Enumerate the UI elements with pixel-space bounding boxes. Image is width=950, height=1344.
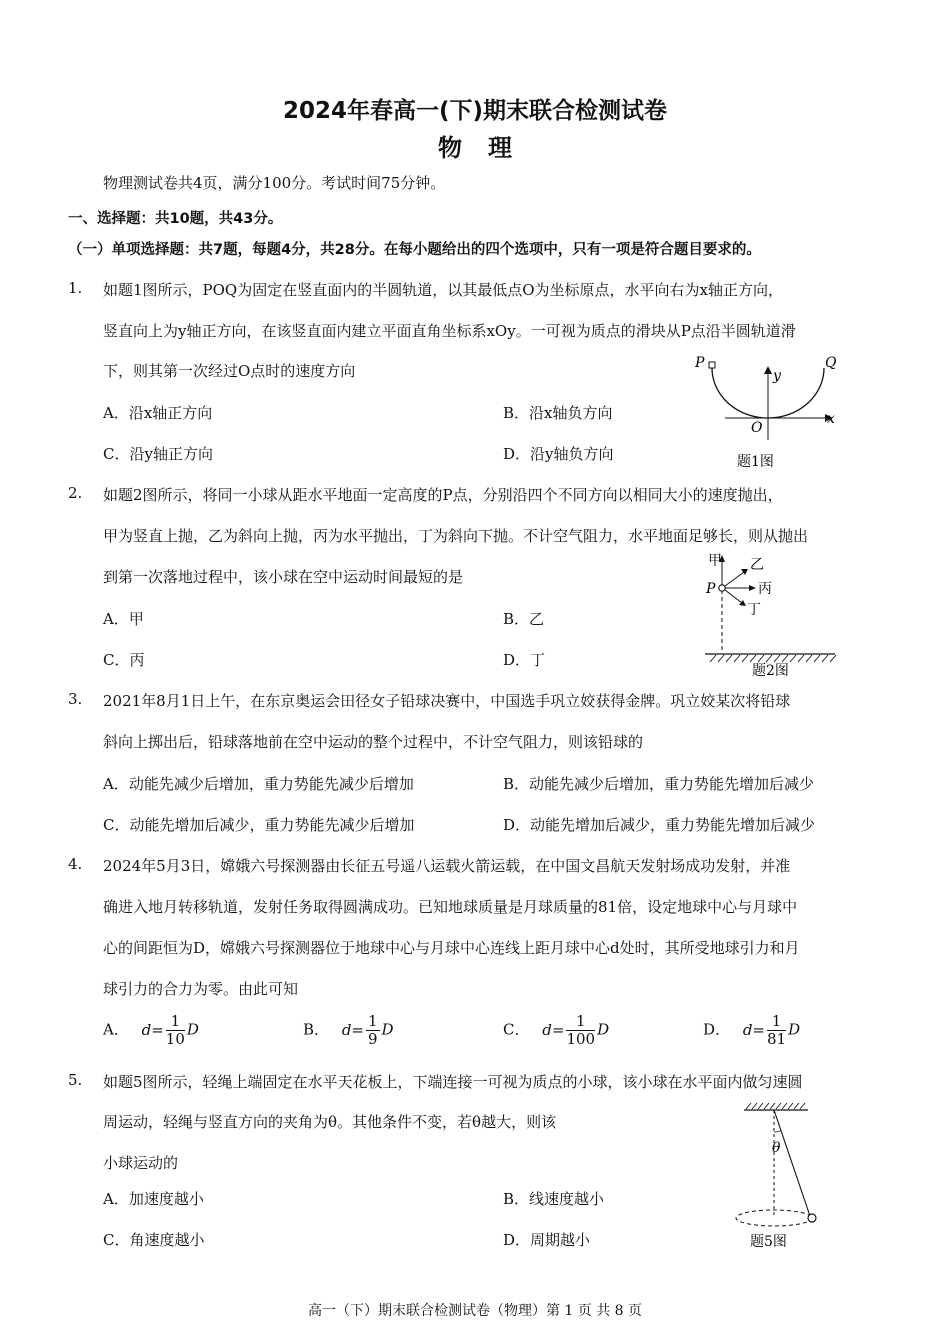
option-d[interactable]: D．动能先增加后减少，重力势能先增加后减少 xyxy=(503,816,816,834)
figure-label: x xyxy=(827,411,835,427)
option-b[interactable]: B．乙 xyxy=(503,610,545,628)
option-c[interactable] xyxy=(503,1013,609,1048)
question-number: 3. xyxy=(68,690,83,708)
option-label: C． xyxy=(503,1020,530,1039)
question-text-line: 到第一次落地过程中，该小球在空中运动时间最短的是 xyxy=(103,568,464,586)
fraction-numerator: 1 xyxy=(566,1013,595,1031)
option-lhs: d= xyxy=(141,1020,164,1039)
option-a[interactable]: A．甲 xyxy=(103,610,144,628)
fraction-numerator: 1 xyxy=(767,1013,786,1031)
exam-title: 2024年春高一(下)期末联合检测试卷 xyxy=(282,98,668,124)
option-d[interactable] xyxy=(703,1013,800,1048)
question-text-line: 如题2图所示，将同一小球从距水平地面一定高度的P点，分别沿四个不同方向以相同大小的速度抛出， xyxy=(103,486,783,504)
figure-label: P xyxy=(706,581,716,597)
option-a[interactable]: A．动能先减少后增加，重力势能先减少后增加 xyxy=(103,775,414,793)
fraction xyxy=(366,1013,380,1048)
figure-caption: 题2图 xyxy=(752,663,789,679)
fraction-denominator: 10 xyxy=(165,1030,185,1048)
option-rhs: D xyxy=(597,1020,610,1039)
option-rhs: D xyxy=(186,1020,199,1039)
section-heading: 一、选择题：共10题，共43分。 xyxy=(68,211,283,227)
fraction-denominator: 100 xyxy=(566,1030,596,1048)
figure-label: Q xyxy=(825,355,837,371)
figure-label: y xyxy=(773,368,781,384)
figure-label: 甲 xyxy=(708,553,722,569)
question-number: 2. xyxy=(68,484,83,502)
question-text-line: 竖直向上为y轴正方向，在该竖直面内建立平面直角坐标系xOy。一可视为质点的滑块从P点沿半圆轨道滑 xyxy=(103,322,796,340)
option-rhs: D xyxy=(381,1020,394,1039)
question-text-line: 2021年8月1日上午，在东京奥运会田径女子铅球决赛中，中国选手巩立姣获得金牌。巩立姣某次将铅球 xyxy=(103,692,791,710)
question-text-line: 确进入地月转移轨道，发射任务取得圆满成功。已知地球质量是月球质量的81倍，设定地球中心与月球中 xyxy=(103,898,798,916)
option-c[interactable]: C．丙 xyxy=(103,651,145,669)
figure-1-semicircle-track xyxy=(685,350,845,472)
option-d[interactable]: D．沿y轴负方向 xyxy=(503,445,614,463)
exam-intro: 物理测试卷共4页，满分100分。考试时间75分钟。 xyxy=(103,174,446,192)
question-number: 1. xyxy=(68,279,83,297)
fraction-numerator: 1 xyxy=(367,1012,378,1030)
option-a[interactable] xyxy=(103,1013,199,1048)
option-b[interactable]: B．沿x轴负方向 xyxy=(503,404,613,422)
fraction xyxy=(166,1013,185,1048)
option-lhs: d= xyxy=(542,1020,565,1039)
question-text-line: 小球运动的 xyxy=(103,1154,179,1172)
figure-label: O xyxy=(751,420,763,436)
figure-label: θ xyxy=(772,1140,781,1156)
fraction-denominator: 81 xyxy=(766,1030,787,1048)
subject-title: 物理 xyxy=(438,134,538,162)
fraction-denominator: 9 xyxy=(367,1030,378,1048)
option-a[interactable]: A．加速度越小 xyxy=(103,1190,204,1208)
option-label: A． xyxy=(103,1020,129,1039)
question-text-line: 斜向上掷出后，铅球落地前在空中运动的整个过程中，不计空气阻力，则该铅球的 xyxy=(103,733,644,751)
option-c[interactable]: C．沿y轴正方向 xyxy=(103,445,213,463)
option-label: D． xyxy=(703,1020,731,1039)
question-number: 4. xyxy=(68,855,83,873)
figure-label: 乙 xyxy=(750,557,764,573)
option-lhs: d= xyxy=(341,1020,364,1039)
fraction xyxy=(767,1013,786,1048)
question-text-line: 球引力的合力为零。由此可知 xyxy=(103,980,299,998)
option-a[interactable]: A．沿x轴正方向 xyxy=(103,404,213,422)
option-c[interactable]: C．角速度越小 xyxy=(103,1231,205,1249)
figure-label: 丁 xyxy=(747,602,761,618)
option-b[interactable] xyxy=(303,1013,394,1048)
option-b[interactable]: B．动能先减少后增加，重力势能先增加后减少 xyxy=(503,775,815,793)
fraction xyxy=(566,1013,595,1048)
option-d[interactable]: D．丁 xyxy=(503,651,546,669)
option-lhs: d= xyxy=(742,1020,765,1039)
option-label: B． xyxy=(303,1020,330,1039)
figure-label: 丙 xyxy=(758,581,772,597)
figure-label: P xyxy=(695,355,705,371)
question-number: 5. xyxy=(68,1071,83,1089)
question-text-line: 心的间距恒为D，嫦娥六号探测器位于地球中心与月球中心连线上距月球中心d处时，其所受地球引力和月 xyxy=(103,939,800,957)
section-subheading: （一）单项选择题：共7题，每题4分，共28分。在每小题给出的四个选项中，只有一项是符合题目要求的。 xyxy=(68,242,761,258)
option-b[interactable]: B．线速度越小 xyxy=(503,1190,605,1208)
figure-caption: 题1图 xyxy=(737,454,774,470)
question-text-line: 甲为竖直上抛，乙为斜向上抛，丙为水平抛出，丁为斜向下抛。不计空气阻力，水平地面足够长，则从抛出 xyxy=(103,527,809,545)
figure-5-conical-pendulum xyxy=(728,1102,828,1254)
figure-caption: 题5图 xyxy=(750,1234,787,1250)
question-text-line: 如题1图所示，POQ为固定在竖直面内的半圆轨道，以其最低点O为坐标原点，水平向右为x轴正方向， xyxy=(103,281,783,299)
question-text-line: 周运动，轻绳与竖直方向的夹角为θ。其他条件不变，若θ越大，则该 xyxy=(103,1113,557,1131)
figure-2-projectile-directions xyxy=(700,548,845,683)
question-text-line: 如题5图所示，轻绳上端固定在水平天花板上，下端连接一可视为质点的小球，该小球在水平面内做匀速圆 xyxy=(103,1073,803,1091)
question-text-line: 2024年5月3日，嫦娥六号探测器由长征五号遥八运载火箭运载，在中国文昌航天发射场成功发射，并准 xyxy=(103,857,791,875)
page-footer: 高一（下）期末联合检测试卷（物理）第 1 页 共 8 页 xyxy=(307,1303,643,1319)
fraction-numerator: 1 xyxy=(166,1013,185,1031)
question-text-line: 下，则其第一次经过O点时的速度方向 xyxy=(103,362,356,380)
option-rhs: D xyxy=(788,1020,801,1039)
option-d[interactable]: D．周期越小 xyxy=(503,1231,591,1249)
option-c[interactable]: C．动能先增加后减少，重力势能先减少后增加 xyxy=(103,816,415,834)
